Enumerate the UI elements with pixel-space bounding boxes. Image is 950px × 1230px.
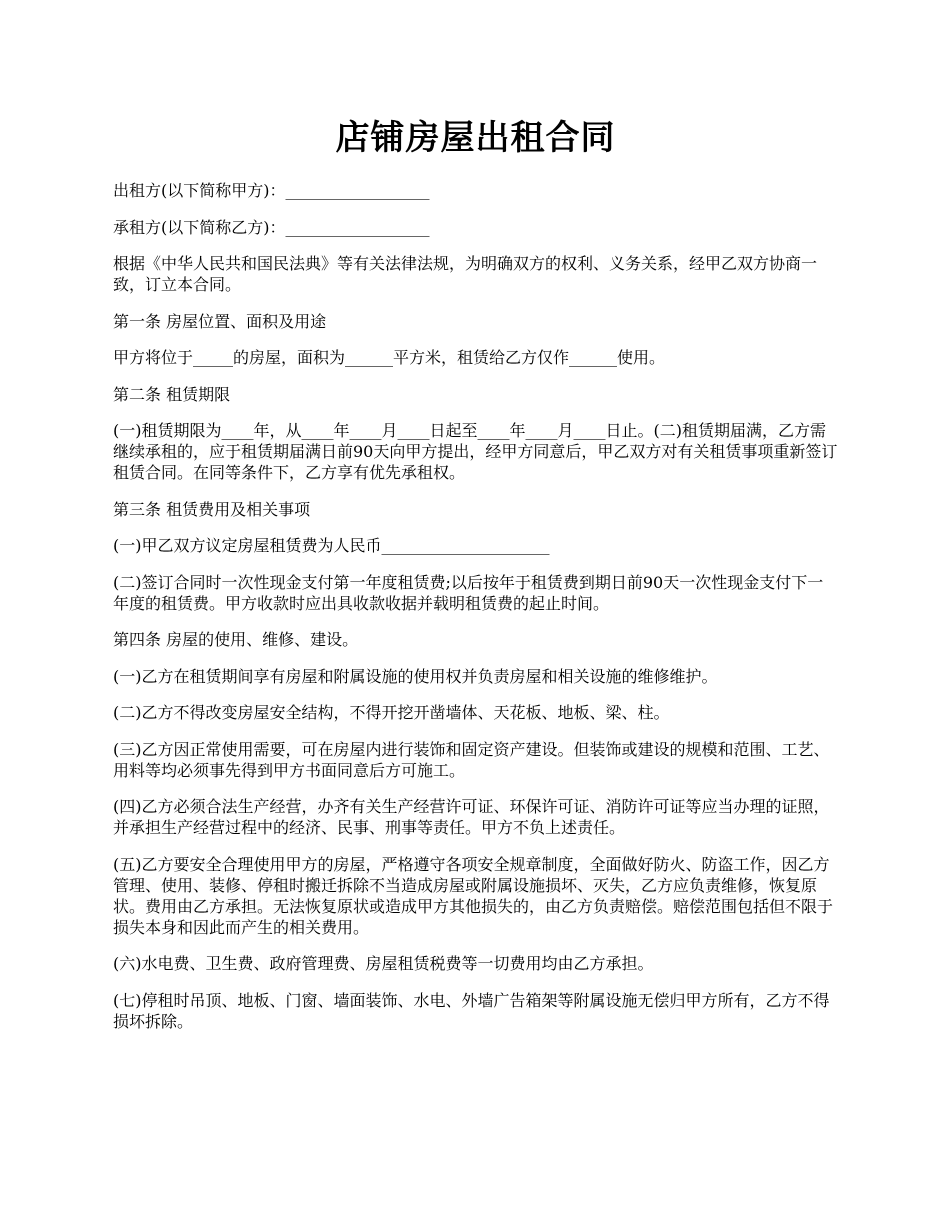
article-4-clause-5: (五)乙方要安全合理使用甲方的房屋，严格遵守各项安全规章制度，全面做好防火、防盗工作，因乙方管理、使用、装修、停租时搬迁拆除不当造成房屋或附属设施损坏、灭失，乙方应负责维修，恢复原状。费用由乙方承担。无法恢复原状或造成甲方其他损失的，由乙方负责赔偿。赔偿范围包括但不限于损失本身和因此而产生的相关费用。 (113, 854, 834, 937)
article-2-body: (一)租赁期限为____年，从____年____月____日起至____年____月____日止。(二)租赁期届满，乙方需继续承租的，应于租赁期届满日前90天向甲方提出，经甲方同意后，甲乙双方对有关租赁事项重新签订租赁合同。在同等条件下，乙方享有优先承租权。 (113, 421, 838, 482)
article-4-heading: 第四条 房屋的使用、维修、建设。 (113, 630, 359, 649)
document-title: 店铺房屋出租合同 (335, 118, 616, 158)
article-4-clause-3: (三)乙方因正常使用需要，可在房屋内进行装饰和固定资产建设。但装饰或建设的规模和范围、工艺、用料等均必须事先得到甲方书面同意后方可施工。 (113, 739, 830, 780)
article-2-heading: 第二条 租赁期限 (113, 384, 231, 404)
preamble-paragraph: 根据《中华人民共和国民法典》等有关法律法规，为明确双方的权利、义务关系，经甲乙双方协商一致，订立本合同。 (113, 254, 818, 294)
article-1-body: 甲方将位于_____的房屋，面积为______平方米，租赁给乙方仅作______使用。 (113, 348, 666, 367)
article-3-clause-2: (二)签订合同时一次性现金支付第一年度租赁费;以后按年于租赁费到期日前90天一次性现金支付下一年度的租赁费。甲方收款时应出具收款收据并载明租赁费的起止时间。 (113, 572, 824, 613)
article-4-clause-6: (六)水电费、卫生费、政府管理费、房屋租赁税费等一切费用均由乙方承担。 (113, 954, 654, 973)
article-3-heading: 第三条 租赁费用及相关事项 (113, 499, 311, 519)
article-4-clause-7: (七)停租时吊顶、地板、门窗、墙面装饰、水电、外墙广告箱架等附属设施无偿归甲方所有，乙方不得损坏拆除。 (113, 990, 830, 1031)
article-3-clause-1: (一)甲乙双方议定房屋租赁费为人民币_____________________ (113, 536, 550, 555)
lessor-line: 出租方(以下简称甲方)：__________________ (113, 181, 430, 200)
article-4-clause-4: (四)乙方必须合法生产经营，办齐有关生产经营许可证、环保许可证、消防许可证等应当办理的证照，并承担生产经营过程中的经济、民事、刑事等责任。甲方不负上述责任。 (113, 797, 830, 837)
article-4-clause-1: (一)乙方在租赁期间享有房屋和附属设施的使用权并负责房屋和相关设施的维修维护。 (113, 666, 718, 686)
document-page (113, 116, 838, 1047)
article-1-heading: 第一条 房屋位置、面积及用途 (113, 311, 327, 331)
article-4-clause-2: (二)乙方不得改变房屋安全结构，不得开挖开凿墙体、天花板、地板、梁、柱。 (113, 703, 670, 722)
lessee-line: 承租方(以下简称乙方)：__________________ (113, 217, 430, 237)
